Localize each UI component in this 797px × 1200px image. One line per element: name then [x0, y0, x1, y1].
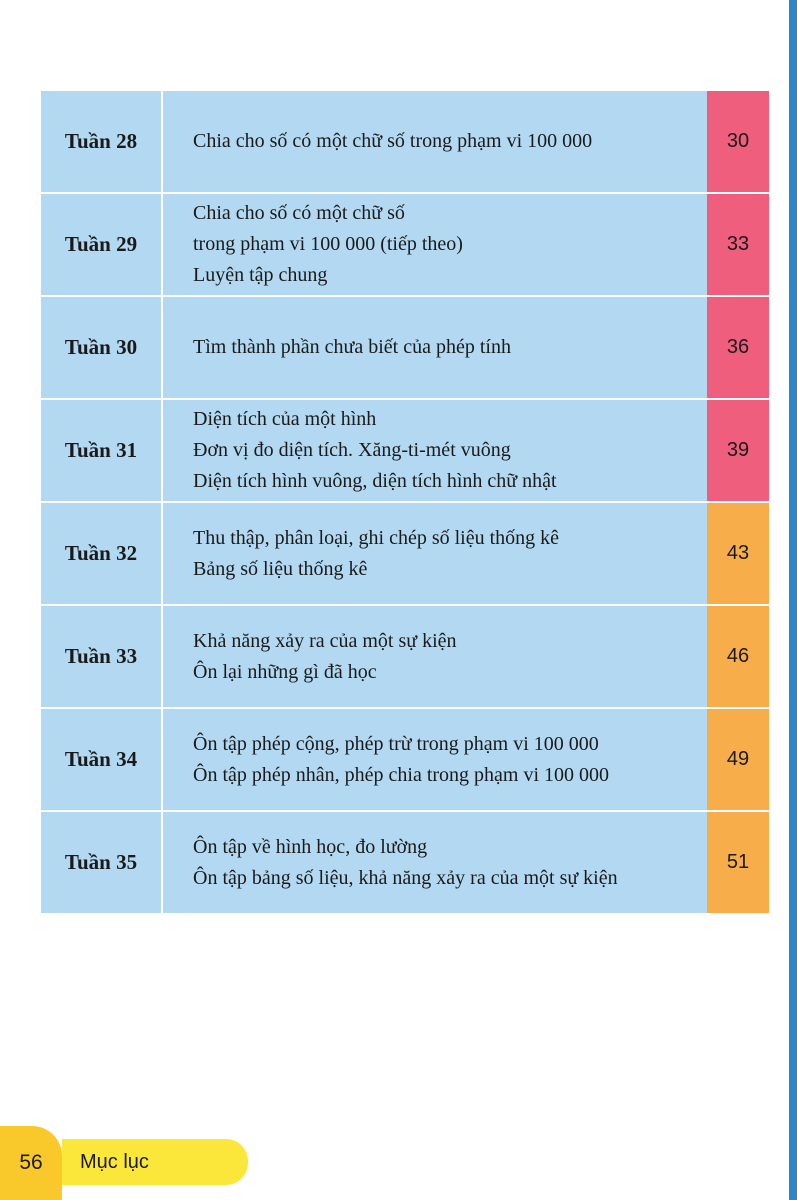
page-number[interactable]: 46: [707, 606, 769, 707]
week-label: Tuần 28: [41, 91, 163, 192]
page-number[interactable]: 36: [707, 297, 769, 398]
topic-line: Đơn vị đo diện tích. Xăng-ti-mét vuông: [193, 439, 511, 461]
toc-row: [41, 400, 769, 503]
footer-page-number: 56: [0, 1126, 62, 1200]
footer-section-label: Mục lục: [62, 1139, 248, 1185]
topic-cell: [163, 91, 707, 192]
page-number[interactable]: 30: [707, 91, 769, 192]
topic-line: Diện tích hình vuông, diện tích hình chữ nhật: [193, 470, 557, 492]
topic-line: trong phạm vi 100 000 (tiếp theo): [193, 233, 463, 255]
toc-row: [41, 709, 769, 812]
topic-line: Ôn lại những gì đã học: [193, 660, 377, 683]
page-number[interactable]: 49: [707, 709, 769, 810]
topic-line: Luyện tập chung: [193, 264, 328, 286]
toc-row: [41, 606, 769, 709]
week-label: Tuần 34: [41, 709, 163, 810]
topic-cell: [163, 400, 707, 501]
topic-cell: [163, 812, 707, 913]
topic-cell: [163, 297, 707, 398]
topic-cell: [163, 194, 707, 295]
toc-row: [41, 297, 769, 400]
topic-line: Ôn tập phép nhân, phép chia trong phạm vi 100 000: [193, 763, 610, 786]
week-label: Tuần 35: [41, 812, 163, 913]
page-number[interactable]: 39: [707, 400, 769, 501]
toc-row: [41, 812, 769, 913]
page-number[interactable]: 33: [707, 194, 769, 295]
topic-line: Bảng số liệu thống kê: [193, 557, 368, 580]
topic-line: Diện tích của một hình: [193, 408, 377, 430]
topic-line: Ôn tập bảng số liệu, khả năng xảy ra của một sự kiện: [193, 866, 618, 889]
topic-cell: [163, 503, 707, 604]
topic-line: Tìm thành phần chưa biết của phép tính: [193, 336, 511, 358]
topic-cell: [163, 709, 707, 810]
week-label: Tuần 33: [41, 606, 163, 707]
page-edge-stripe: [789, 0, 797, 1200]
topic-line: Chia cho số có một chữ số trong phạm vi 100 000: [193, 130, 593, 152]
week-label: Tuần 31: [41, 400, 163, 501]
topic-cell: [163, 606, 707, 707]
page-number[interactable]: 43: [707, 503, 769, 604]
week-label: Tuần 29: [41, 194, 163, 295]
week-label: Tuần 30: [41, 297, 163, 398]
topic-line: Thu thập, phân loại, ghi chép số liệu thống kê: [193, 526, 560, 549]
page-number[interactable]: 51: [707, 812, 769, 913]
topic-line: Ôn tập phép cộng, phép trừ trong phạm vi 100 000: [193, 732, 599, 755]
topic-line: Khả năng xảy ra của một sự kiện: [193, 629, 457, 652]
table-of-contents: [41, 91, 769, 913]
topic-line: Ôn tập về hình học, đo lường: [193, 835, 428, 858]
week-label: Tuần 32: [41, 503, 163, 604]
topic-line: Chia cho số có một chữ số: [193, 202, 405, 224]
toc-row: [41, 194, 769, 297]
toc-row: [41, 91, 769, 194]
toc-row: [41, 503, 769, 606]
